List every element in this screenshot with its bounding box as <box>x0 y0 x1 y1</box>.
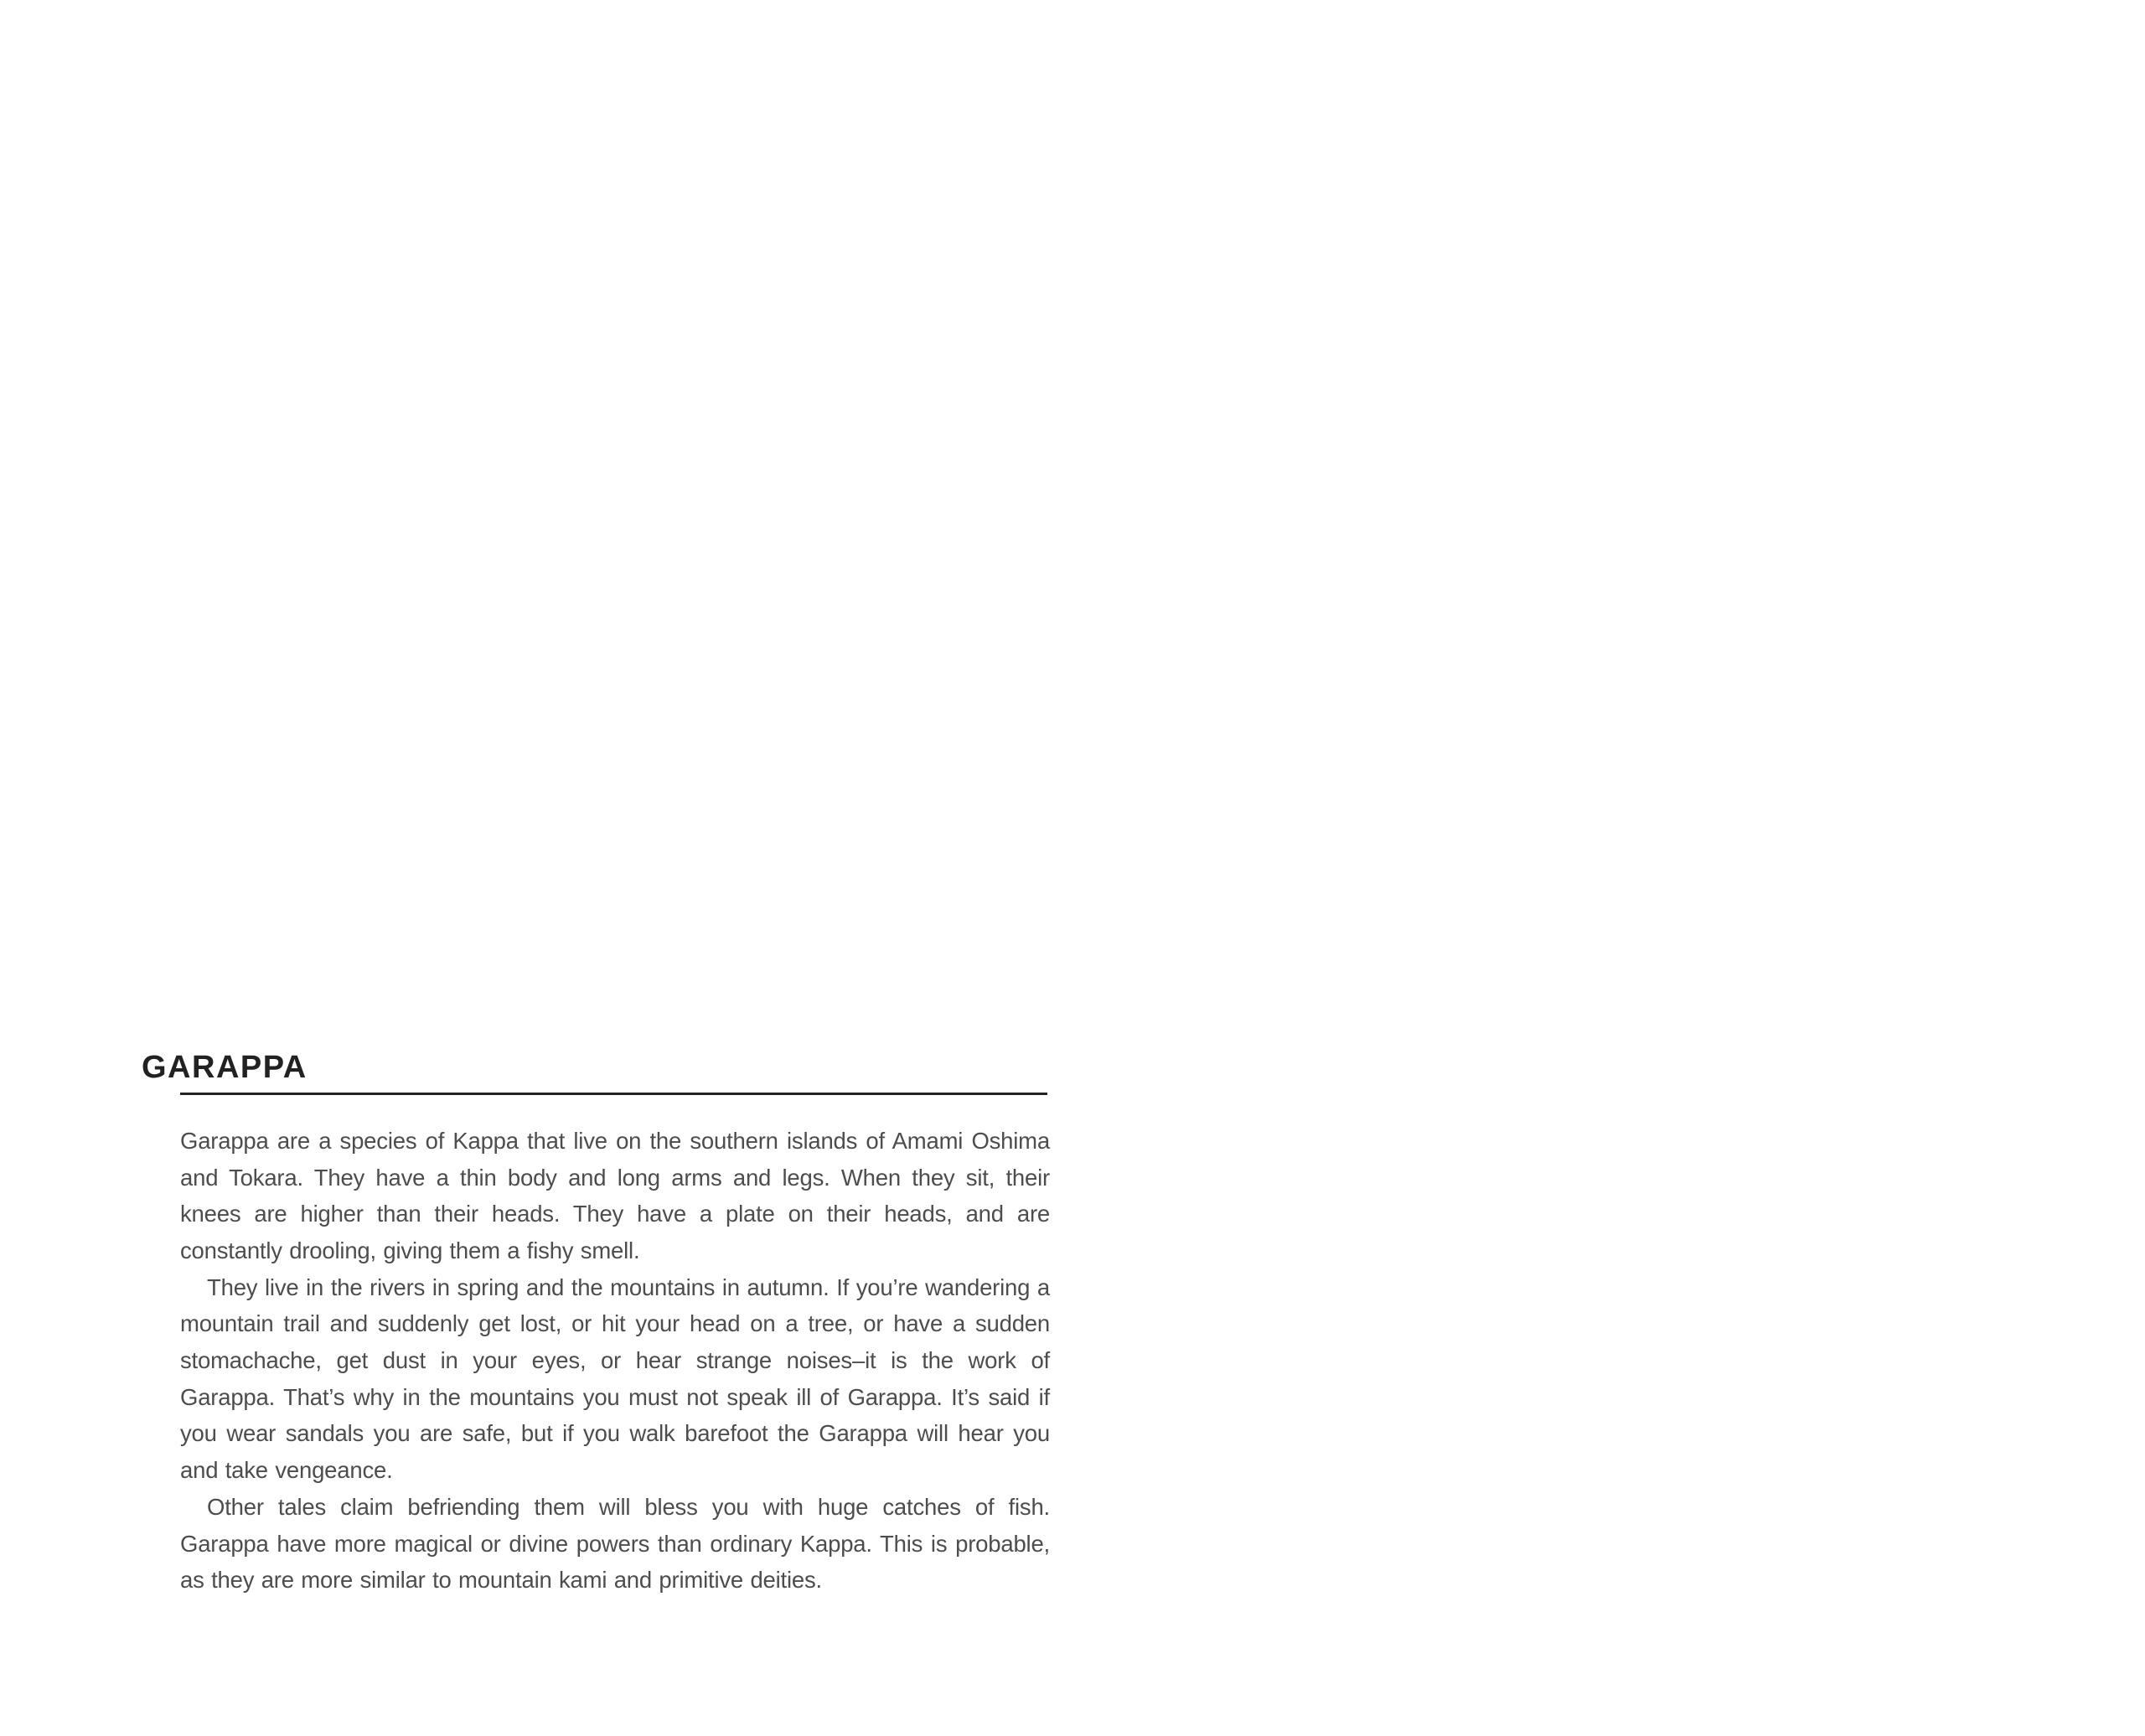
entry-garappa <box>142 1051 1067 1599</box>
entry-paragraph: Other tales claim befriending them will bless you with huge catches of fish. Garappa have more magical or divine powers than ordinary Kappa. This is probable, as they are more similar to mountain kami and primitive deities. <box>180 1493 1050 1594</box>
entry-paragraph: Garappa are a species of Kappa that live on the southern islands of Amami Oshima and Tokara. They have a thin body and long arms and legs. When they sit, their knees are higher than their heads. They have a plate on their heads, and are constantly drooling, giving them a fishy smell. <box>180 1127 1050 1263</box>
title-rule <box>180 1093 1047 1095</box>
entry-paragraph: They live in the rivers in spring and the mountains in autumn. If you’re wandering a mountain trail and suddenly get lost, or hit your head on a tree, or have a sudden stomachache, get dust in your eyes, or hear strange noises–it is the work of Garappa. That’s why in the mountains you must not speak ill of Garappa. It’s said if you wear sandals you are safe, but if you walk barefoot the Garappa will hear you and take vengeance. <box>180 1274 1050 1484</box>
entry-body <box>180 1123 1050 1599</box>
entry-title: GARAPPA <box>142 1050 308 1085</box>
